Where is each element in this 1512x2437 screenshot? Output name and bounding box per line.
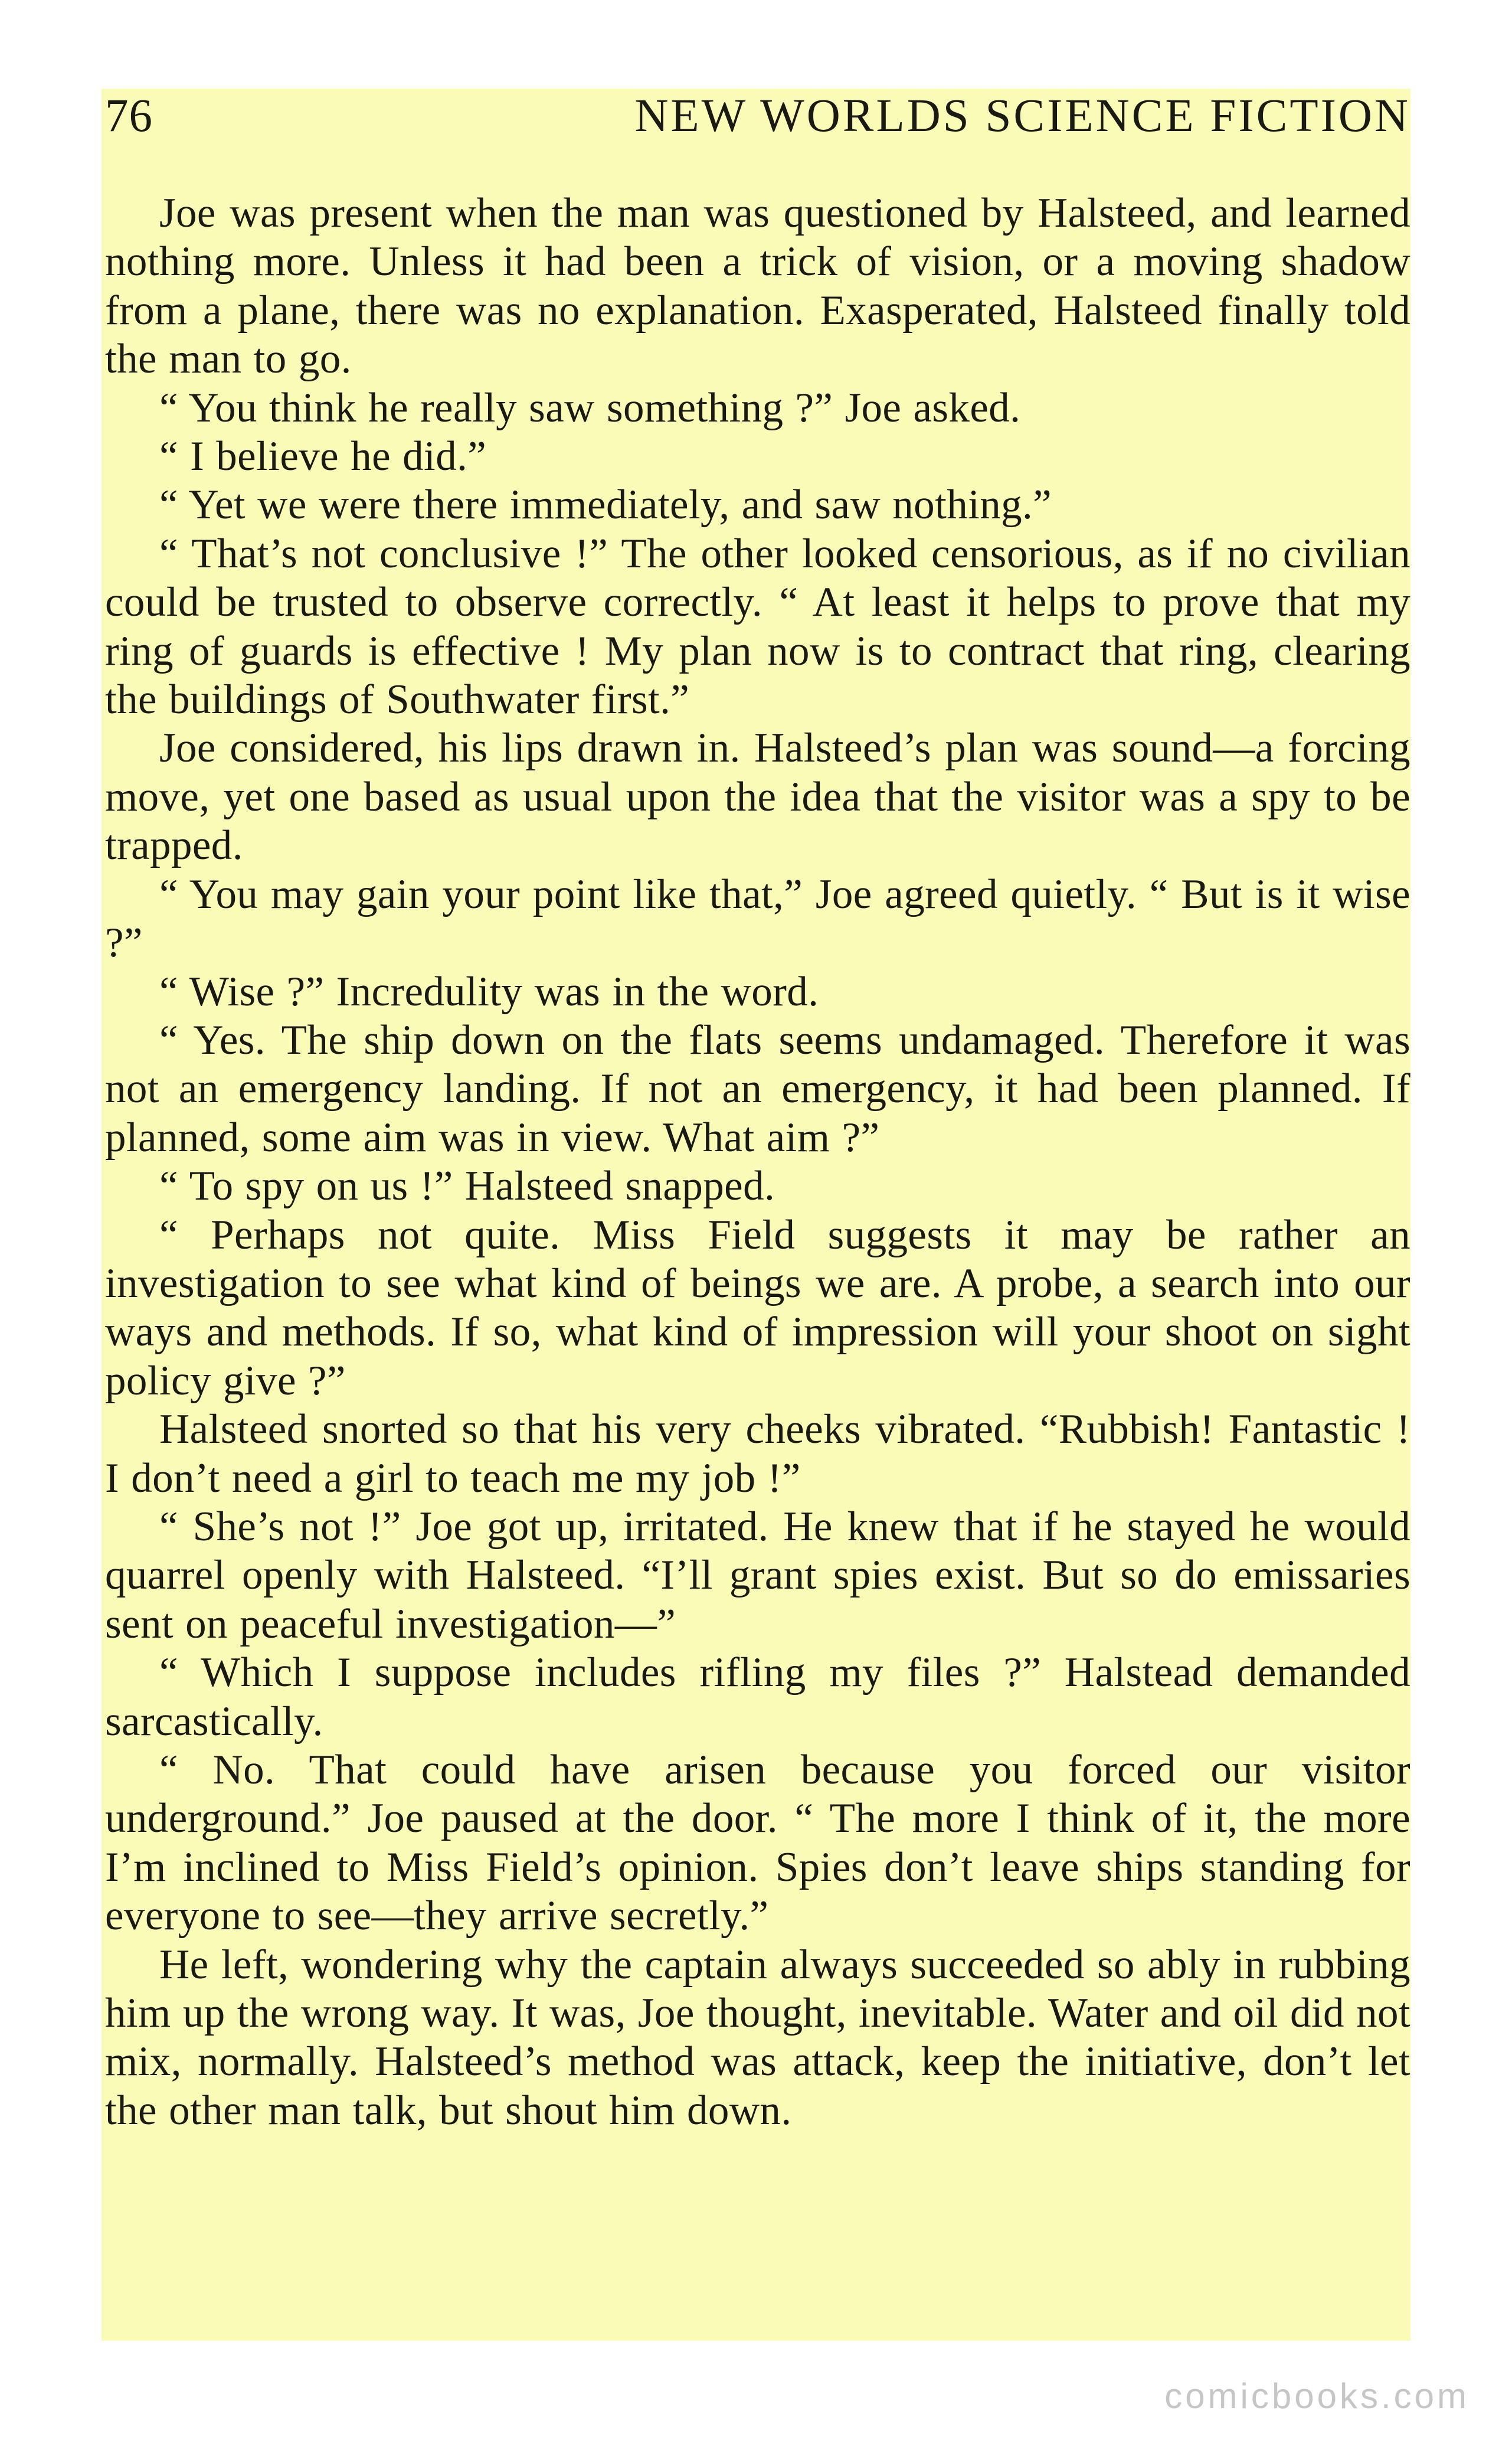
paragraph: “ She’s not !” Joe got up, irritated. He knew that if he stayed he would quarrel openly with Halsteed. “I’ll grant spies exist. But so do emissaries sent on peaceful investigation—”	[105, 1503, 1410, 1647]
paragraph: “ That’s not conclusive !” The other looked censorious, as if no civilian could be trusted to observe correctly. “ At least it helps to prove that my ring of guards is effective ! My plan now is to contract that ring, clearing the buildings of Southwater first.”	[105, 530, 1410, 723]
paragraph: “ You may gain your point like that,” Joe agreed quietly. “ But is it wise ?”	[105, 871, 1410, 966]
paragraph: “ To spy on us !” Halsteed snapped.	[159, 1163, 775, 1210]
site-watermark: comicbooks.com	[1164, 2376, 1470, 2416]
paragraph: “ You think he really saw something ?” Joe asked.	[159, 384, 1021, 431]
running-title: NEW WORLDS SCIENCE FICTION	[634, 90, 1410, 142]
paragraph: “ Wise ?” Incredulity was in the word.	[159, 968, 819, 1015]
paragraph: He left, wondering why the captain always succeeded so ably in rubbing him up the wrong way. It was, Joe thought, inevitable. Water and oil did not mix, normally. Halsteed’s method was attack, keep the initiative, don’t let the other man talk, but shout him down.	[105, 1941, 1410, 2134]
paragraph: “ Yes. The ship down on the flats seems undamaged. Therefore it was not an emergency landing. If not an emergency, it had been planned. If planned, some aim was in view. What aim ?”	[105, 1017, 1410, 1161]
paragraph: Joe was present when the man was questioned by Halsteed, and learned nothing more. Unless it had been a trick of vision, or a moving shadow from a plane, there was no explanation. Exasperated, Halsteed finally told the man to go.	[105, 190, 1410, 383]
paragraph: “ No. That could have arisen because you forced our visitor underground.” Joe paused at the door. “ The more I think of it, the more I’m inclined to Miss Field’s opinion. Spies don’t leave ships standing for everyone to see—they arrive secretly.”	[105, 1747, 1410, 1939]
paragraph: Halsteed snorted so that his very cheeks vibrated. “Rubbish! Fantastic ! I don’t need a girl to teach me my job !”	[105, 1406, 1410, 1501]
paragraph: “ Perhaps not quite. Miss Field suggests it may be rather an investigation to see what kind of beings we are. A probe, a search into our ways and methods. If so, what kind of impression will your shoot on sight policy give ?”	[105, 1211, 1410, 1404]
running-head	[102, 89, 1410, 165]
page-number: 76	[105, 90, 153, 142]
story-text	[105, 189, 1410, 2135]
paragraph: “ Yet we were there immediately, and saw nothing.”	[159, 482, 1052, 528]
paragraph: “ I believe he did.”	[159, 433, 487, 480]
paragraph: Joe considered, his lips drawn in. Halsteed’s plan was sound—a forcing move, yet one based as usual upon the idea that the visitor was a spy to be trapped.	[105, 725, 1410, 869]
paragraph: “ Which I suppose includes rifling my files ?” Halstead demanded sarcastically.	[105, 1649, 1410, 1745]
